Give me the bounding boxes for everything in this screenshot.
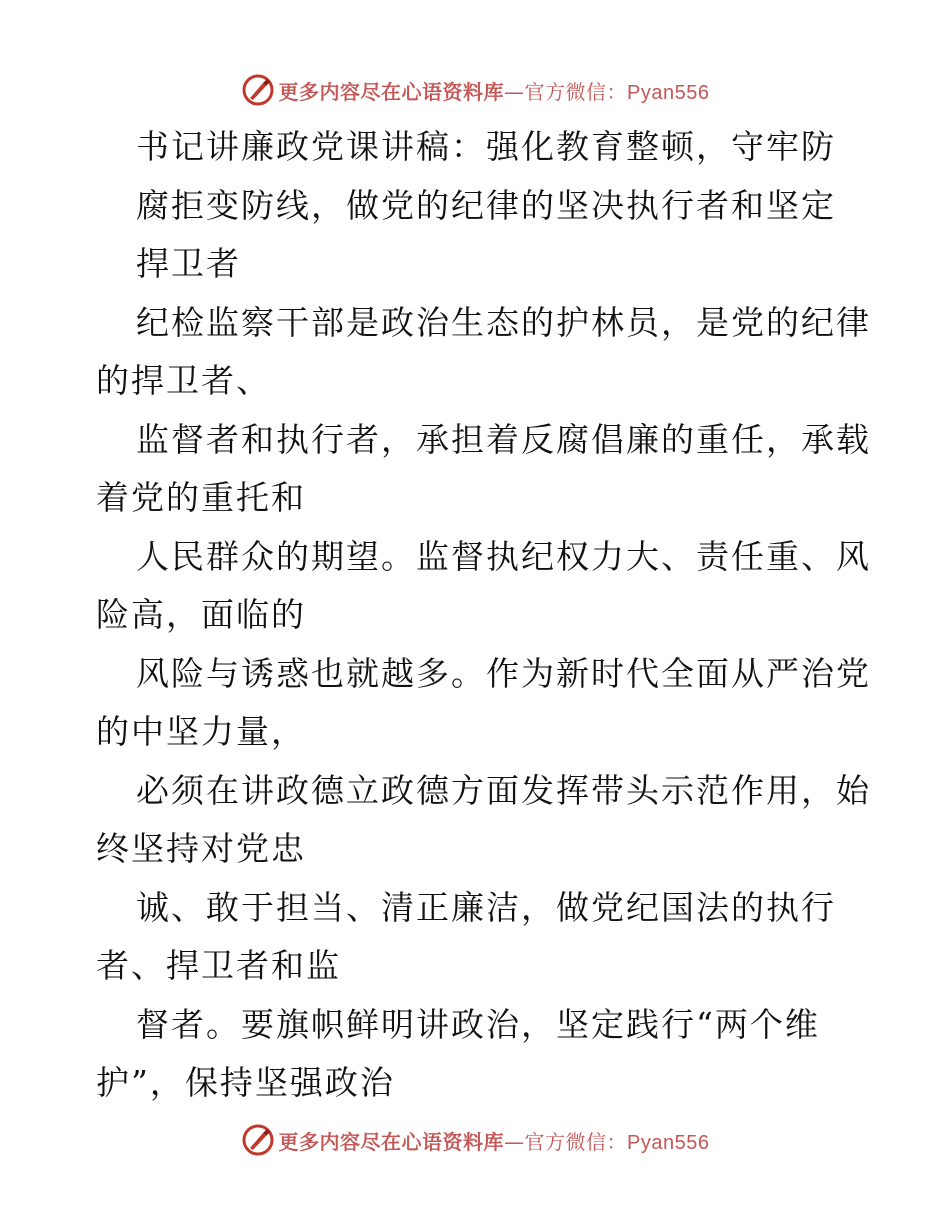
title-line-3: 捍卫者 [136,244,241,283]
paragraph-line: 着党的重托和 [96,478,306,517]
watermark-dash: — [504,1129,525,1154]
watermark-main: 更多内容尽在心语资料库 [278,1129,505,1154]
paragraph-line: 监督者和执行者，承担着反腐倡廉的重任，承载 [136,419,871,459]
paragraph-line: 必须在讲政德立政德方面发挥带头示范作用，始 [136,770,871,810]
pen-logo-icon [241,73,275,107]
title-line-1: 书记讲廉政党课讲稿：强化教育整顿，守牢防 [136,127,836,166]
paragraph-line: 者、捍卫者和监 [96,946,341,985]
watermark-sub: 官方微信： [524,1129,628,1154]
watermark-main: 更多内容尽在心语资料库 [278,79,505,104]
paragraph-line: 护”，保持坚强政治 [96,1063,395,1102]
paragraph-line: 的中坚力量， [96,712,306,751]
paragraph-line: 终坚持对党忠 [96,829,306,868]
paragraph-line: 风险与诱惑也就越多。作为新时代全面从严治党 [136,653,871,693]
watermark-dash: — [504,79,525,104]
watermark-id: Pyan556 [627,81,710,104]
paragraph-line: 人民群众的期望。监督执纪权力大、责任重、风 [136,536,871,576]
paragraph-line: 的捍卫者、 [96,361,271,400]
watermark-text [279,1126,710,1155]
paragraph-line: 诚、敢于担当、清正廉洁，做党纪国法的执行 [136,887,836,927]
paragraph-line: 督者。要旗帜鲜明讲政治，坚定践行“两个维 [136,1004,820,1044]
title-line-2: 腐拒变防线，做党的纪律的坚决执行者和坚定 [136,185,836,225]
paragraph-line: 纪检监察干部是政治生态的护林员，是党的纪律 [136,302,871,342]
header-watermark [0,70,950,110]
pen-logo-icon [241,1123,275,1157]
paragraph-line: 险高，面临的 [96,595,306,634]
document-body [96,118,871,1113]
watermark-id: Pyan556 [627,1131,710,1154]
watermark-text [279,76,710,105]
watermark-sub: 官方微信： [524,79,628,104]
footer-watermark [0,1120,950,1160]
